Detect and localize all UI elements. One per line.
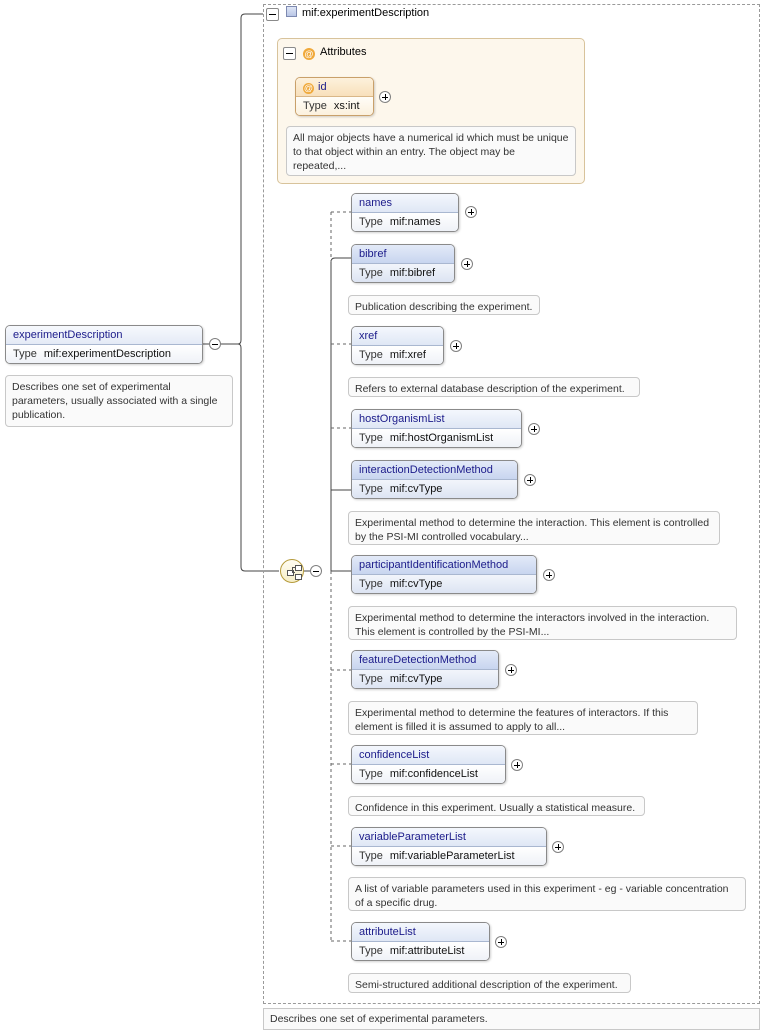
attributes-group-label: Attributes <box>320 46 367 58</box>
attribute-id-documentation: All major objects have a numerical id which must be unique to that object within an entry. The object may be repeated,... <box>286 126 576 176</box>
type-value: mif:confidenceList <box>389 768 478 780</box>
type-value: mif:cvType <box>389 483 443 495</box>
participantIdentificationMethod-expand-toggle[interactable] <box>543 569 555 581</box>
type-label: Type <box>359 850 383 862</box>
type-value: mif:variableParameterList <box>389 850 515 862</box>
attributeList-expand-toggle[interactable] <box>495 936 507 948</box>
node-bibref[interactable] <box>351 244 455 283</box>
node-type <box>352 264 454 283</box>
type-value: mif:hostOrganismList <box>389 432 494 444</box>
node-name: xref <box>352 327 443 346</box>
type-label: Type <box>13 348 37 360</box>
node-names[interactable] <box>351 193 459 232</box>
attributeList-documentation: Semi-structured additional description of the experiment. <box>348 973 631 993</box>
node-name: names <box>352 194 458 213</box>
node-name: attributeList <box>352 923 489 942</box>
attributes-group-header <box>303 46 366 60</box>
type-label: Type <box>359 349 383 361</box>
type-label: Type <box>359 483 383 495</box>
featureDetectionMethod-expand-toggle[interactable] <box>505 664 517 676</box>
confidenceList-documentation: Confidence in this experiment. Usually a statistical measure. <box>348 796 645 816</box>
sequence-collapse-toggle[interactable] <box>310 565 322 577</box>
node-name: interactionDetectionMethod <box>352 461 517 480</box>
type-value: mif:names <box>389 216 441 228</box>
node-name: participantIdentificationMethod <box>352 556 536 575</box>
node-type <box>352 213 458 232</box>
node-type <box>352 847 546 866</box>
type-label: Type <box>359 945 383 957</box>
variableParameterList-expand-toggle[interactable] <box>552 841 564 853</box>
node-type <box>352 346 443 365</box>
root-documentation: Describes one set of experimental parameters, usually associated with a single publication. <box>5 375 233 427</box>
node-type <box>352 942 489 961</box>
node-name: bibref <box>352 245 454 264</box>
node-hostOrganismList[interactable] <box>351 409 522 448</box>
node-name: confidenceList <box>352 746 505 765</box>
node-confidenceList[interactable] <box>351 745 506 784</box>
complextype-footer-documentation: Describes one set of experimental parameters. <box>263 1008 760 1030</box>
node-variableParameterList[interactable] <box>351 827 547 866</box>
bibref-expand-toggle[interactable] <box>461 258 473 270</box>
hostOrganismList-expand-toggle[interactable] <box>528 423 540 435</box>
at-icon: @ <box>303 83 314 93</box>
featureDetectionMethod-documentation: Experimental method to determine the features of interactors. If this element is filled it is assumed to apply to all... <box>348 701 698 735</box>
type-value: mif:xref <box>389 349 426 361</box>
type-label: Type <box>359 768 383 780</box>
node-name: hostOrganismList <box>352 410 521 429</box>
attribute-id-expand-toggle[interactable] <box>379 91 391 103</box>
type-label: Type <box>359 673 383 685</box>
sequence-group-icon[interactable] <box>280 559 304 583</box>
node-interactionDetectionMethod[interactable] <box>351 460 518 499</box>
node-type <box>352 480 517 499</box>
node-attribute-id[interactable] <box>295 77 374 116</box>
bibref-documentation: Publication describing the experiment. <box>348 295 540 315</box>
type-label: Type <box>303 100 327 112</box>
type-label: Type <box>359 578 383 590</box>
attribute-name: id <box>318 81 327 93</box>
node-name: featureDetectionMethod <box>352 651 498 670</box>
type-value: mif:experimentDescription <box>43 348 172 360</box>
complextype-title-text: mif:experimentDescription <box>302 7 430 19</box>
node-name: variableParameterList <box>352 828 546 847</box>
variableParameterList-documentation: A list of variable parameters used in this experiment - eg - variable concentration of a specific drug. <box>348 877 746 911</box>
xref-documentation: Refers to external database description of the experiment. <box>348 377 640 397</box>
node-type <box>352 429 521 448</box>
node-type <box>352 575 536 594</box>
type-label: Type <box>359 216 383 228</box>
attributes-collapse-toggle[interactable] <box>283 47 296 60</box>
node-attributeList[interactable] <box>351 922 490 961</box>
type-value: mif:bibref <box>389 267 436 279</box>
confidenceList-expand-toggle[interactable] <box>511 759 523 771</box>
node-featureDetectionMethod[interactable] <box>351 650 499 689</box>
type-label: Type <box>359 267 383 279</box>
type-value: xs:int <box>333 100 360 112</box>
complextype-title <box>286 6 429 19</box>
node-type <box>6 345 202 364</box>
root-collapse-toggle[interactable] <box>209 338 221 350</box>
names-expand-toggle[interactable] <box>465 206 477 218</box>
type-value: mif:cvType <box>389 578 443 590</box>
node-type <box>352 765 505 784</box>
at-icon: @ <box>304 49 314 59</box>
interactionDetectionMethod-documentation: Experimental method to determine the interaction. This element is controlled by the PSI-MI controlled vocabulary... <box>348 511 720 545</box>
complextype-collapse-toggle[interactable] <box>266 8 279 21</box>
type-value: mif:attributeList <box>389 945 465 957</box>
type-value: mif:cvType <box>389 673 443 685</box>
node-participantIdentificationMethod[interactable] <box>351 555 537 594</box>
interactionDetectionMethod-expand-toggle[interactable] <box>524 474 536 486</box>
element-type-icon <box>286 6 297 17</box>
node-xref[interactable] <box>351 326 444 365</box>
xref-expand-toggle[interactable] <box>450 340 462 352</box>
node-type <box>296 97 373 116</box>
node-type <box>352 670 498 689</box>
node-experimentDescription[interactable] <box>5 325 203 364</box>
participantIdentificationMethod-documentation: Experimental method to determine the interactors involved in the interaction. This element is controlled by the PSI-MI... <box>348 606 737 640</box>
node-name: experimentDescription <box>6 326 202 345</box>
node-name <box>296 78 373 97</box>
type-label: Type <box>359 432 383 444</box>
